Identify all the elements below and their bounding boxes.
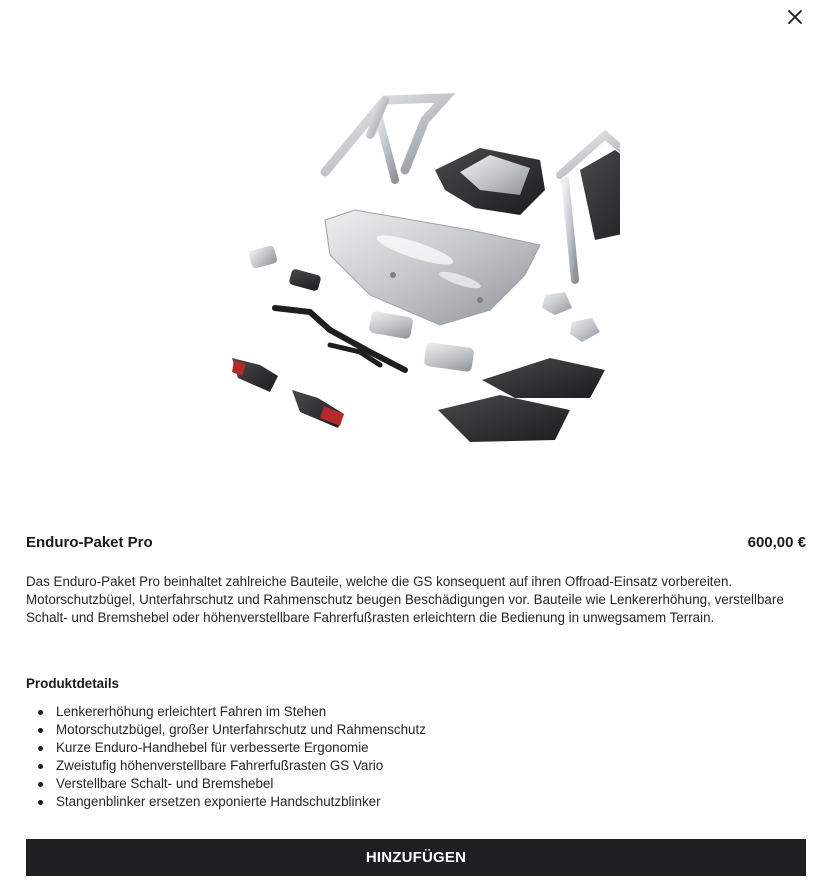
add-to-cart-button[interactable]: HINZUFÜGEN: [26, 839, 806, 876]
product-header: [26, 531, 806, 553]
details-list: [26, 703, 426, 811]
details-heading: Produktdetails: [26, 676, 120, 691]
skid-plate: [325, 210, 540, 325]
close-icon: [784, 6, 806, 28]
details-list-item: Verstellbare Schalt- und Bremshebel: [26, 775, 426, 793]
crash-bar-right: [560, 135, 620, 280]
enduro-package-parts-image: [220, 80, 620, 460]
product-title: Enduro-Paket Pro: [26, 533, 153, 551]
details-list-item: Lenkererhöhung erleichtert Fahren im Stehen: [26, 703, 426, 721]
close-button[interactable]: [784, 6, 806, 28]
details-list-item: Motorschutzbügel, großer Unterfahrschutz und Rahmenschutz: [26, 721, 426, 739]
product-description: Das Enduro-Paket Pro beinhaltet zahlreiche Bauteile, welche die GS konsequent auf ihren Offroad-Einsatz vorbereiten. Motorschutzbügel, Unterfahrschutz und Rahmenschutz beugen Beschädigungen vor. Bauteile wie Lenkererhöhung, verstellbare Schalt- und Bremshebel oder höhenverstellbare Fahrerfußrasten erleichtern die Bedienung in unwegsamem Terrain.: [26, 574, 784, 626]
crash-bar-left: [325, 98, 445, 180]
details-list-item: Zweistufig höhenverstellbare Fahrerfußrasten GS Vario: [26, 757, 426, 775]
bar-end-indicators: [232, 358, 344, 428]
details-list-item: Stangenblinker ersetzen exponierte Handschutzblinker: [26, 793, 426, 811]
details-list-item: Kurze Enduro-Handhebel für verbesserte Ergonomie: [26, 739, 426, 757]
product-price: 600,00 €: [747, 533, 806, 551]
handlebar-risers: [542, 292, 600, 342]
engine-guard: [435, 148, 545, 215]
